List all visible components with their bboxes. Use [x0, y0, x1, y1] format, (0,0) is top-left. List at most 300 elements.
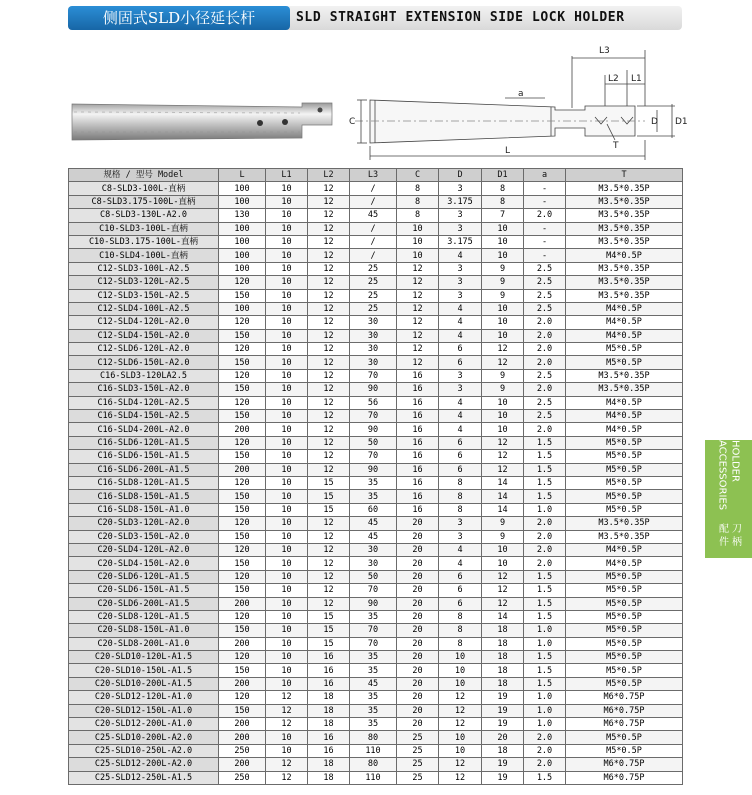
table-cell: 20	[397, 530, 439, 543]
table-cell: 100	[219, 195, 266, 208]
table-cell: 12	[308, 356, 350, 369]
title-english: SLD STRAIGHT EXTENSION SIDE LOCK HOLDER	[296, 10, 625, 25]
table-cell: 10	[439, 664, 482, 677]
model-cell: C12-SLD3-100L-A2.5	[69, 262, 219, 275]
table-cell: -	[524, 195, 566, 208]
table-cell: 15	[308, 624, 350, 637]
table-cell: 16	[397, 476, 439, 489]
table-cell: 10	[266, 744, 308, 757]
table-cell: 8	[439, 637, 482, 650]
model-cell: C12-SLD4-100L-A2.5	[69, 302, 219, 315]
table-cell: 12	[308, 570, 350, 583]
table-cell: 2.5	[524, 396, 566, 409]
table-cell: 10	[266, 276, 308, 289]
table-cell: 12	[308, 410, 350, 423]
table-cell: 18	[308, 718, 350, 731]
table-cell: 1.0	[524, 691, 566, 704]
table-cell: 10	[266, 222, 308, 235]
table-row	[69, 396, 683, 409]
table-cell: 2.0	[524, 731, 566, 744]
table-cell: 20	[397, 570, 439, 583]
table-cell: 12	[397, 329, 439, 342]
model-cell: C16-SLD8-150L-A1.0	[69, 503, 219, 516]
table-cell: M5*0.5P	[566, 651, 683, 664]
table-cell: 18	[308, 771, 350, 784]
table-cell: 12	[482, 436, 524, 449]
table-cell: 35	[350, 691, 397, 704]
table-cell: 2.5	[524, 302, 566, 315]
table-cell: 20	[397, 517, 439, 530]
table-row	[69, 490, 683, 503]
table-cell: 3	[439, 517, 482, 530]
table-cell: M5*0.5P	[566, 677, 683, 690]
table-cell: 20	[397, 718, 439, 731]
table-cell: 10	[266, 195, 308, 208]
table-cell: /	[350, 235, 397, 248]
table-cell: 10	[482, 329, 524, 342]
model-cell: C16-SLD8-150L-A1.5	[69, 490, 219, 503]
table-cell: 10	[266, 436, 308, 449]
col-header: a	[524, 169, 566, 182]
table-cell: 16	[397, 410, 439, 423]
table-cell: 80	[350, 731, 397, 744]
model-cell: C25-SLD12-200L-A2.0	[69, 758, 219, 771]
side-tab-english: HOLDER ACCESSORIES	[716, 440, 741, 511]
table-cell: 130	[219, 209, 266, 222]
model-cell: C25-SLD10-200L-A2.0	[69, 731, 219, 744]
table-cell: 20	[397, 584, 439, 597]
table-cell: 2.0	[524, 343, 566, 356]
table-cell: 2.5	[524, 289, 566, 302]
table-cell: 15	[308, 610, 350, 623]
table-cell: 6	[439, 343, 482, 356]
table-cell: 6	[439, 450, 482, 463]
col-header: L3	[350, 169, 397, 182]
model-cell: C20-SLD8-150L-A1.0	[69, 624, 219, 637]
table-cell: 35	[350, 610, 397, 623]
table-cell: 12	[308, 195, 350, 208]
table-cell: M3.5*0.35P	[566, 235, 683, 248]
table-cell: 8	[439, 503, 482, 516]
model-cell: C16-SLD4-120L-A2.5	[69, 396, 219, 409]
table-cell: 10	[266, 450, 308, 463]
table-cell: M5*0.5P	[566, 356, 683, 369]
table-row	[69, 718, 683, 731]
table-cell: 10	[266, 731, 308, 744]
table-cell: 4	[439, 249, 482, 262]
table-cell: 10	[266, 343, 308, 356]
table-cell: 8	[439, 624, 482, 637]
table-cell: M5*0.5P	[566, 490, 683, 503]
table-cell: 45	[350, 677, 397, 690]
table-cell: 3	[439, 383, 482, 396]
table-cell: 2.0	[524, 758, 566, 771]
table-row	[69, 463, 683, 476]
col-header: L1	[266, 169, 308, 182]
table-cell: M4*0.5P	[566, 302, 683, 315]
table-row	[69, 530, 683, 543]
table-cell: 25	[397, 744, 439, 757]
table-cell: 4	[439, 302, 482, 315]
table-cell: 12	[308, 369, 350, 382]
table-cell: 70	[350, 637, 397, 650]
table-cell: 9	[482, 289, 524, 302]
table-cell: 200	[219, 463, 266, 476]
table-cell: 10	[266, 396, 308, 409]
table-cell: 10	[439, 744, 482, 757]
model-cell: C12-SLD4-120L-A2.0	[69, 316, 219, 329]
table-cell: 30	[350, 557, 397, 570]
model-cell: C20-SLD6-150L-A1.5	[69, 584, 219, 597]
table-cell: M5*0.5P	[566, 476, 683, 489]
table-cell: 15	[308, 503, 350, 516]
dim-a: a	[518, 89, 524, 99]
table-cell: M4*0.5P	[566, 396, 683, 409]
table-header-row	[69, 169, 683, 182]
table-cell: 90	[350, 463, 397, 476]
table-cell: 10	[266, 476, 308, 489]
table-cell: 56	[350, 396, 397, 409]
table-cell: 10	[266, 584, 308, 597]
table-cell: 20	[397, 543, 439, 556]
table-cell: 90	[350, 383, 397, 396]
table-cell: 200	[219, 677, 266, 690]
table-cell: 1.5	[524, 651, 566, 664]
table-cell: 12	[266, 758, 308, 771]
table-cell: 6	[439, 463, 482, 476]
table-cell: 18	[482, 664, 524, 677]
table-cell: 3	[439, 209, 482, 222]
table-cell: 25	[397, 771, 439, 784]
table-cell: 12	[308, 343, 350, 356]
table-cell: 10	[266, 503, 308, 516]
table-row	[69, 543, 683, 556]
table-cell: M5*0.5P	[566, 503, 683, 516]
table-cell: 150	[219, 503, 266, 516]
table-cell: 50	[350, 570, 397, 583]
table-cell: 110	[350, 744, 397, 757]
table-cell: 3.175	[439, 195, 482, 208]
table-cell: M6*0.75P	[566, 691, 683, 704]
table-cell: 12	[482, 356, 524, 369]
table-cell: 100	[219, 222, 266, 235]
table-cell: 150	[219, 624, 266, 637]
table-cell: 200	[219, 718, 266, 731]
table-cell: 150	[219, 289, 266, 302]
table-cell: 2.0	[524, 557, 566, 570]
table-cell: M5*0.5P	[566, 664, 683, 677]
table-cell: 12	[266, 771, 308, 784]
dim-L3: L3	[599, 46, 610, 56]
table-cell: 50	[350, 436, 397, 449]
table-cell: 10	[266, 543, 308, 556]
table-cell: 9	[482, 369, 524, 382]
table-cell: 15	[308, 476, 350, 489]
side-category-tab	[705, 440, 752, 558]
table-cell: 12	[308, 316, 350, 329]
table-cell: 12	[439, 718, 482, 731]
title-chinese: 侧固式SLD小径延长杆	[68, 6, 290, 30]
table-cell: 150	[219, 383, 266, 396]
model-cell: C20-SLD12-200L-A1.0	[69, 718, 219, 731]
table-cell: 120	[219, 369, 266, 382]
table-cell: M4*0.5P	[566, 249, 683, 262]
table-cell: 12	[308, 423, 350, 436]
table-cell: 120	[219, 476, 266, 489]
model-cell: C25-SLD12-250L-A1.5	[69, 771, 219, 784]
table-cell: 10	[439, 731, 482, 744]
table-cell: 1.5	[524, 597, 566, 610]
table-cell: 6	[439, 570, 482, 583]
table-row	[69, 597, 683, 610]
table-cell: 35	[350, 651, 397, 664]
table-cell: 6	[439, 584, 482, 597]
dim-L2: L2	[608, 74, 619, 84]
table-cell: 3.175	[439, 235, 482, 248]
table-cell: 10	[482, 249, 524, 262]
table-cell: 3	[439, 289, 482, 302]
table-cell: 2.0	[524, 329, 566, 342]
table-row	[69, 436, 683, 449]
table-cell: 16	[308, 664, 350, 677]
table-cell: 19	[482, 704, 524, 717]
table-row	[69, 316, 683, 329]
table-cell: 10	[266, 517, 308, 530]
table-cell: 200	[219, 758, 266, 771]
table-cell: 10	[482, 316, 524, 329]
table-cell: 1.0	[524, 624, 566, 637]
table-cell: 45	[350, 530, 397, 543]
table-cell: 10	[266, 356, 308, 369]
table-cell: 25	[397, 731, 439, 744]
table-cell: M6*0.75P	[566, 704, 683, 717]
table-cell: 120	[219, 316, 266, 329]
model-cell: C8-SLD3.175-100L-直柄	[69, 195, 219, 208]
model-cell: C20-SLD6-120L-A1.5	[69, 570, 219, 583]
col-header: D1	[482, 169, 524, 182]
table-row	[69, 195, 683, 208]
table-cell: 80	[350, 758, 397, 771]
table-row	[69, 383, 683, 396]
model-cell: C16-SLD3-120LA2.5	[69, 369, 219, 382]
table-cell: 20	[482, 731, 524, 744]
model-cell: C20-SLD3-150L-A2.0	[69, 530, 219, 543]
table-cell: 10	[266, 557, 308, 570]
table-cell: 10	[266, 490, 308, 503]
table-cell: 10	[482, 543, 524, 556]
table-cell: 35	[350, 490, 397, 503]
table-row	[69, 450, 683, 463]
table-cell: 10	[482, 396, 524, 409]
table-cell: /	[350, 249, 397, 262]
table-row	[69, 235, 683, 248]
table-cell: 19	[482, 771, 524, 784]
table-row	[69, 557, 683, 570]
table-row	[69, 476, 683, 489]
table-cell: 16	[308, 677, 350, 690]
side-tab-chinese: 刀 柄 配 件	[716, 522, 741, 546]
table-cell: 18	[482, 744, 524, 757]
table-cell: 10	[439, 651, 482, 664]
table-cell: 20	[397, 597, 439, 610]
table-cell: 19	[482, 691, 524, 704]
table-cell: 16	[308, 744, 350, 757]
table-cell: 200	[219, 637, 266, 650]
table-cell: 150	[219, 410, 266, 423]
table-cell: M3.5*0.35P	[566, 195, 683, 208]
model-cell: C10-SLD4-100L-直柄	[69, 249, 219, 262]
table-cell: 2.0	[524, 744, 566, 757]
table-cell: M3.5*0.35P	[566, 517, 683, 530]
table-cell: 16	[397, 503, 439, 516]
col-header: C	[397, 169, 439, 182]
table-cell: M5*0.5P	[566, 637, 683, 650]
table-cell: 3	[439, 182, 482, 195]
table-cell: 16	[397, 450, 439, 463]
table-cell: 1.5	[524, 677, 566, 690]
table-cell: 12	[308, 235, 350, 248]
table-cell: 30	[350, 316, 397, 329]
table-cell: 14	[482, 610, 524, 623]
table-cell: 15	[308, 490, 350, 503]
table-cell: 18	[482, 624, 524, 637]
table-cell: 12	[482, 463, 524, 476]
table-cell: 16	[397, 490, 439, 503]
table-cell: 45	[350, 209, 397, 222]
table-cell: 120	[219, 436, 266, 449]
table-cell: M5*0.5P	[566, 343, 683, 356]
table-cell: 150	[219, 530, 266, 543]
table-cell: 30	[350, 356, 397, 369]
table-cell: 12	[482, 570, 524, 583]
table-cell: 150	[219, 557, 266, 570]
table-cell: 19	[482, 718, 524, 731]
table-cell: M3.5*0.35P	[566, 182, 683, 195]
model-cell: C12-SLD4-150L-A2.0	[69, 329, 219, 342]
model-cell: C20-SLD10-150L-A1.5	[69, 664, 219, 677]
table-cell: M5*0.5P	[566, 463, 683, 476]
table-cell: 10	[266, 383, 308, 396]
table-cell: 20	[397, 651, 439, 664]
table-cell: 200	[219, 423, 266, 436]
col-header: 规格 / 型号 Model	[69, 169, 219, 182]
table-row	[69, 731, 683, 744]
table-cell: M4*0.5P	[566, 423, 683, 436]
table-cell: 10	[266, 262, 308, 275]
table-cell: 12	[397, 356, 439, 369]
table-cell: 10	[266, 289, 308, 302]
table-cell: 30	[350, 329, 397, 342]
table-cell: 12	[308, 222, 350, 235]
table-cell: 16	[397, 436, 439, 449]
table-row	[69, 584, 683, 597]
table-cell: 10	[266, 610, 308, 623]
table-cell: M5*0.5P	[566, 584, 683, 597]
table-cell: 10	[266, 209, 308, 222]
table-cell: -	[524, 222, 566, 235]
table-cell: 16	[308, 651, 350, 664]
table-cell: 2.0	[524, 316, 566, 329]
col-header: T	[566, 169, 683, 182]
table-cell: 200	[219, 597, 266, 610]
table-cell: 12	[308, 450, 350, 463]
table-cell: 90	[350, 597, 397, 610]
table-cell: 9	[482, 383, 524, 396]
table-cell: 10	[397, 249, 439, 262]
table-cell: 12	[439, 758, 482, 771]
table-cell: 1.0	[524, 718, 566, 731]
table-cell: 35	[350, 664, 397, 677]
table-cell: 20	[397, 557, 439, 570]
model-cell: C16-SLD4-150L-A2.5	[69, 410, 219, 423]
table-cell: 10	[266, 249, 308, 262]
table-cell: 12	[266, 718, 308, 731]
table-cell: 20	[397, 677, 439, 690]
table-cell: 100	[219, 182, 266, 195]
table-cell: M6*0.75P	[566, 758, 683, 771]
table-cell: 70	[350, 624, 397, 637]
table-cell: 10	[266, 637, 308, 650]
table-cell: 150	[219, 356, 266, 369]
table-cell: M5*0.5P	[566, 597, 683, 610]
table-cell: 14	[482, 476, 524, 489]
table-cell: 10	[266, 329, 308, 342]
table-cell: 12	[308, 329, 350, 342]
table-cell: 150	[219, 664, 266, 677]
table-cell: 12	[397, 302, 439, 315]
table-cell: 10	[397, 222, 439, 235]
table-cell: 12	[266, 691, 308, 704]
table-cell: 12	[482, 343, 524, 356]
table-cell: 16	[397, 396, 439, 409]
table-row	[69, 222, 683, 235]
table-cell: -	[524, 182, 566, 195]
table-cell: 12	[397, 343, 439, 356]
table-row	[69, 356, 683, 369]
table-cell: 10	[266, 302, 308, 315]
table-cell: 12	[308, 262, 350, 275]
table-cell: 70	[350, 450, 397, 463]
table-cell: 1.5	[524, 610, 566, 623]
table-cell: 10	[482, 423, 524, 436]
table-cell: 2.5	[524, 276, 566, 289]
table-cell: 70	[350, 369, 397, 382]
table-cell: 8	[439, 476, 482, 489]
table-cell: 4	[439, 329, 482, 342]
table-cell: 20	[397, 610, 439, 623]
table-cell: M4*0.5P	[566, 316, 683, 329]
table-cell: 10	[482, 222, 524, 235]
table-cell: 18	[308, 704, 350, 717]
table-cell: -	[524, 249, 566, 262]
table-cell: 25	[397, 758, 439, 771]
table-cell: M5*0.5P	[566, 450, 683, 463]
table-cell: 25	[350, 289, 397, 302]
table-cell: M3.5*0.35P	[566, 383, 683, 396]
table-cell: 9	[482, 276, 524, 289]
table-cell: 200	[219, 731, 266, 744]
table-cell: 8	[482, 195, 524, 208]
table-cell: M4*0.5P	[566, 410, 683, 423]
model-cell: C20-SLD6-200L-A1.5	[69, 597, 219, 610]
table-cell: 4	[439, 410, 482, 423]
col-header: L2	[308, 169, 350, 182]
table-cell: 120	[219, 570, 266, 583]
table-cell: 120	[219, 651, 266, 664]
table-cell: /	[350, 195, 397, 208]
model-cell: C20-SLD3-120L-A2.0	[69, 517, 219, 530]
table-cell: 14	[482, 490, 524, 503]
